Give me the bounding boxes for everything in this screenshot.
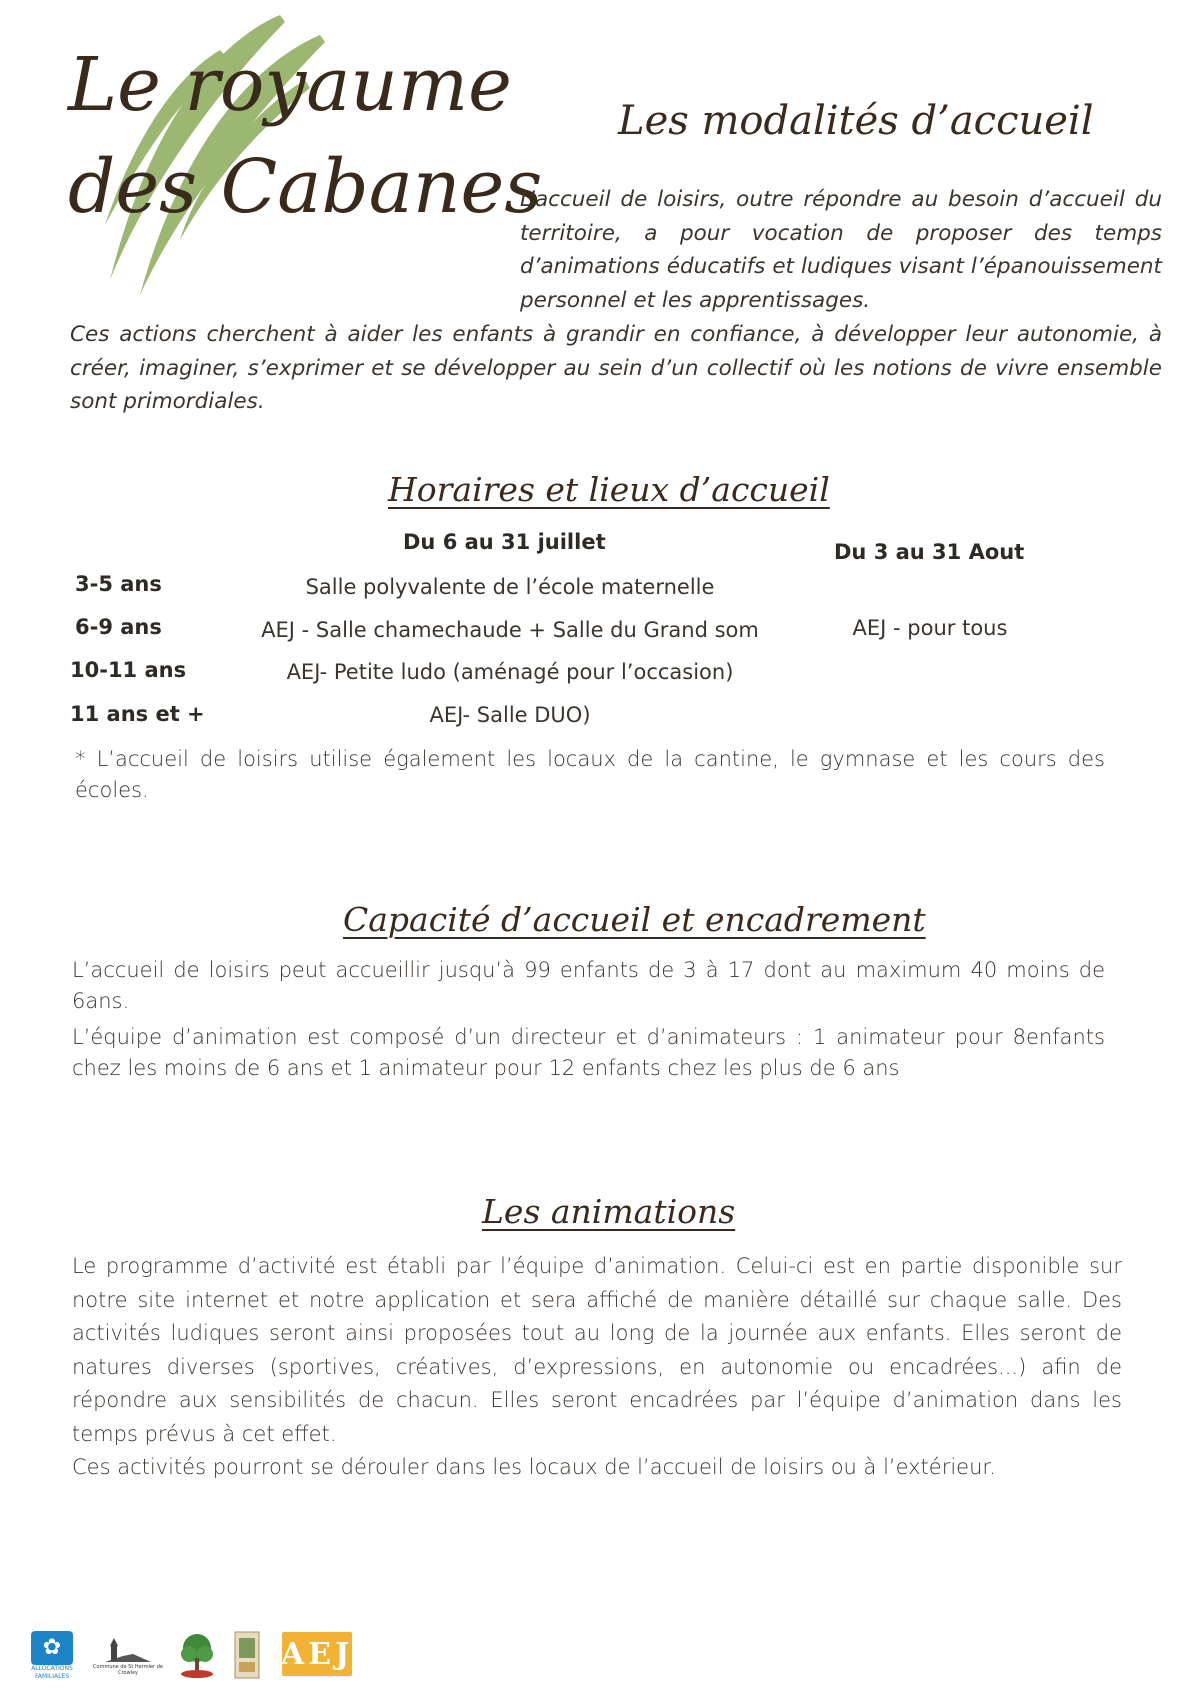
age-10-11: 10-11 ans [70, 658, 187, 682]
horaires-note: * L’accueil de loisirs utilise également les locaux de la cantine, le gymnase et les cours des écoles. [75, 747, 1105, 802]
church-icon [103, 1634, 153, 1664]
saint-nazaire-logo [176, 1630, 218, 1680]
aej-logo [282, 1632, 352, 1676]
animations-para2: Ces activités pourront se dérouler dans les locaux de l’accueil de loisirs ou à l’extérieur. [72, 1455, 996, 1479]
modalites-title: Les modalités d’accueil [618, 98, 1094, 144]
age-6-9: 6-9 ans [75, 615, 162, 639]
place-11-plus-july: AEJ- Salle DUO) [429, 703, 591, 727]
logo-title-line1: Le royaume [68, 42, 512, 128]
caf-emblem-icon: ✿ [31, 1631, 73, 1665]
age-11-plus: 11 ans et + [70, 702, 205, 726]
commune-label: Commune de St Hermier de Crowley [93, 1664, 163, 1676]
place-3-5-july: Salle polyvalente de l’école maternelle [305, 575, 715, 599]
caf-logo [28, 1628, 76, 1683]
logo-title-line2: des Cabanes [68, 144, 543, 230]
place-6-9-july: AEJ - Salle chamechaude + Salle du Grand som [261, 618, 759, 642]
heritage-logo [232, 1630, 262, 1680]
animations-title: Les animations [482, 1192, 736, 1231]
modalites-body: Ces actions cherchent à aider les enfants à grandir en confiance, à développer leur autonomie, à créer, imaginer, s’exprimer et se développer au sein d’un collectif où les notions de vivre ensemble sont primordiales. [70, 322, 1162, 414]
aej-label: AEJ [280, 1636, 354, 1672]
caf-label-2: FAMILIALES [34, 1672, 70, 1680]
period-july: Du 6 au 31 juillet [403, 530, 606, 554]
age-3-5: 3-5 ans [75, 572, 162, 596]
modalites-intro: L’accueil de loisirs, outre répondre au besoin d’accueil du territoire, a pour vocation de proposer des temps d’animations éducatifs et ludiques visant l’épanouissement personnel et les apprentissages. [520, 187, 1162, 313]
place-10-11-july: AEJ- Petite ludo (aménagé pour l’occasion) [286, 660, 734, 684]
commune-logo [92, 1630, 164, 1680]
capacite-para2: L’équipe d’animation est composé d’un directeur et d’animateurs : 1 animateur pour 8enfants chez les moins de 6 ans et 1 animateur pour 12 enfants chez les plus de 6 ans [72, 1025, 1105, 1080]
animations-para1: Le programme d’activité est établi par l’équipe d’animation. Celui-ci est en partie disponible sur notre site internet et notre application et sera affiché de manière détaillé sur chaque salle. Des activités ludiques seront ainsi proposées tout au long de la journée aux enfants. Elles seront de natures diverses (sportives, créatives, d’expressions, en autonomie ou encadrées...) afin de répondre aux sensibilités de chacun. Elles seront encadrées par l’équipe d’animation dans les temps prévus à cet effet. [72, 1254, 1122, 1446]
horaires-title: Horaires et lieux d’accueil [388, 470, 830, 509]
capacite-title: Capacité d’accueil et encadrement [343, 900, 926, 939]
heritage-icon [233, 1630, 261, 1680]
tree-icon [177, 1630, 217, 1680]
place-6-9-august: AEJ - pour tous [852, 616, 1008, 640]
caf-label-1: ALLOCATIONS [31, 1664, 73, 1672]
capacite-para1: L’accueil de loisirs peut accueillir jusqu’à 99 enfants de 3 à 17 dont au maximum 40 moins de 6ans. [72, 958, 1105, 1013]
period-august: Du 3 au 31 Aout [834, 540, 1025, 564]
